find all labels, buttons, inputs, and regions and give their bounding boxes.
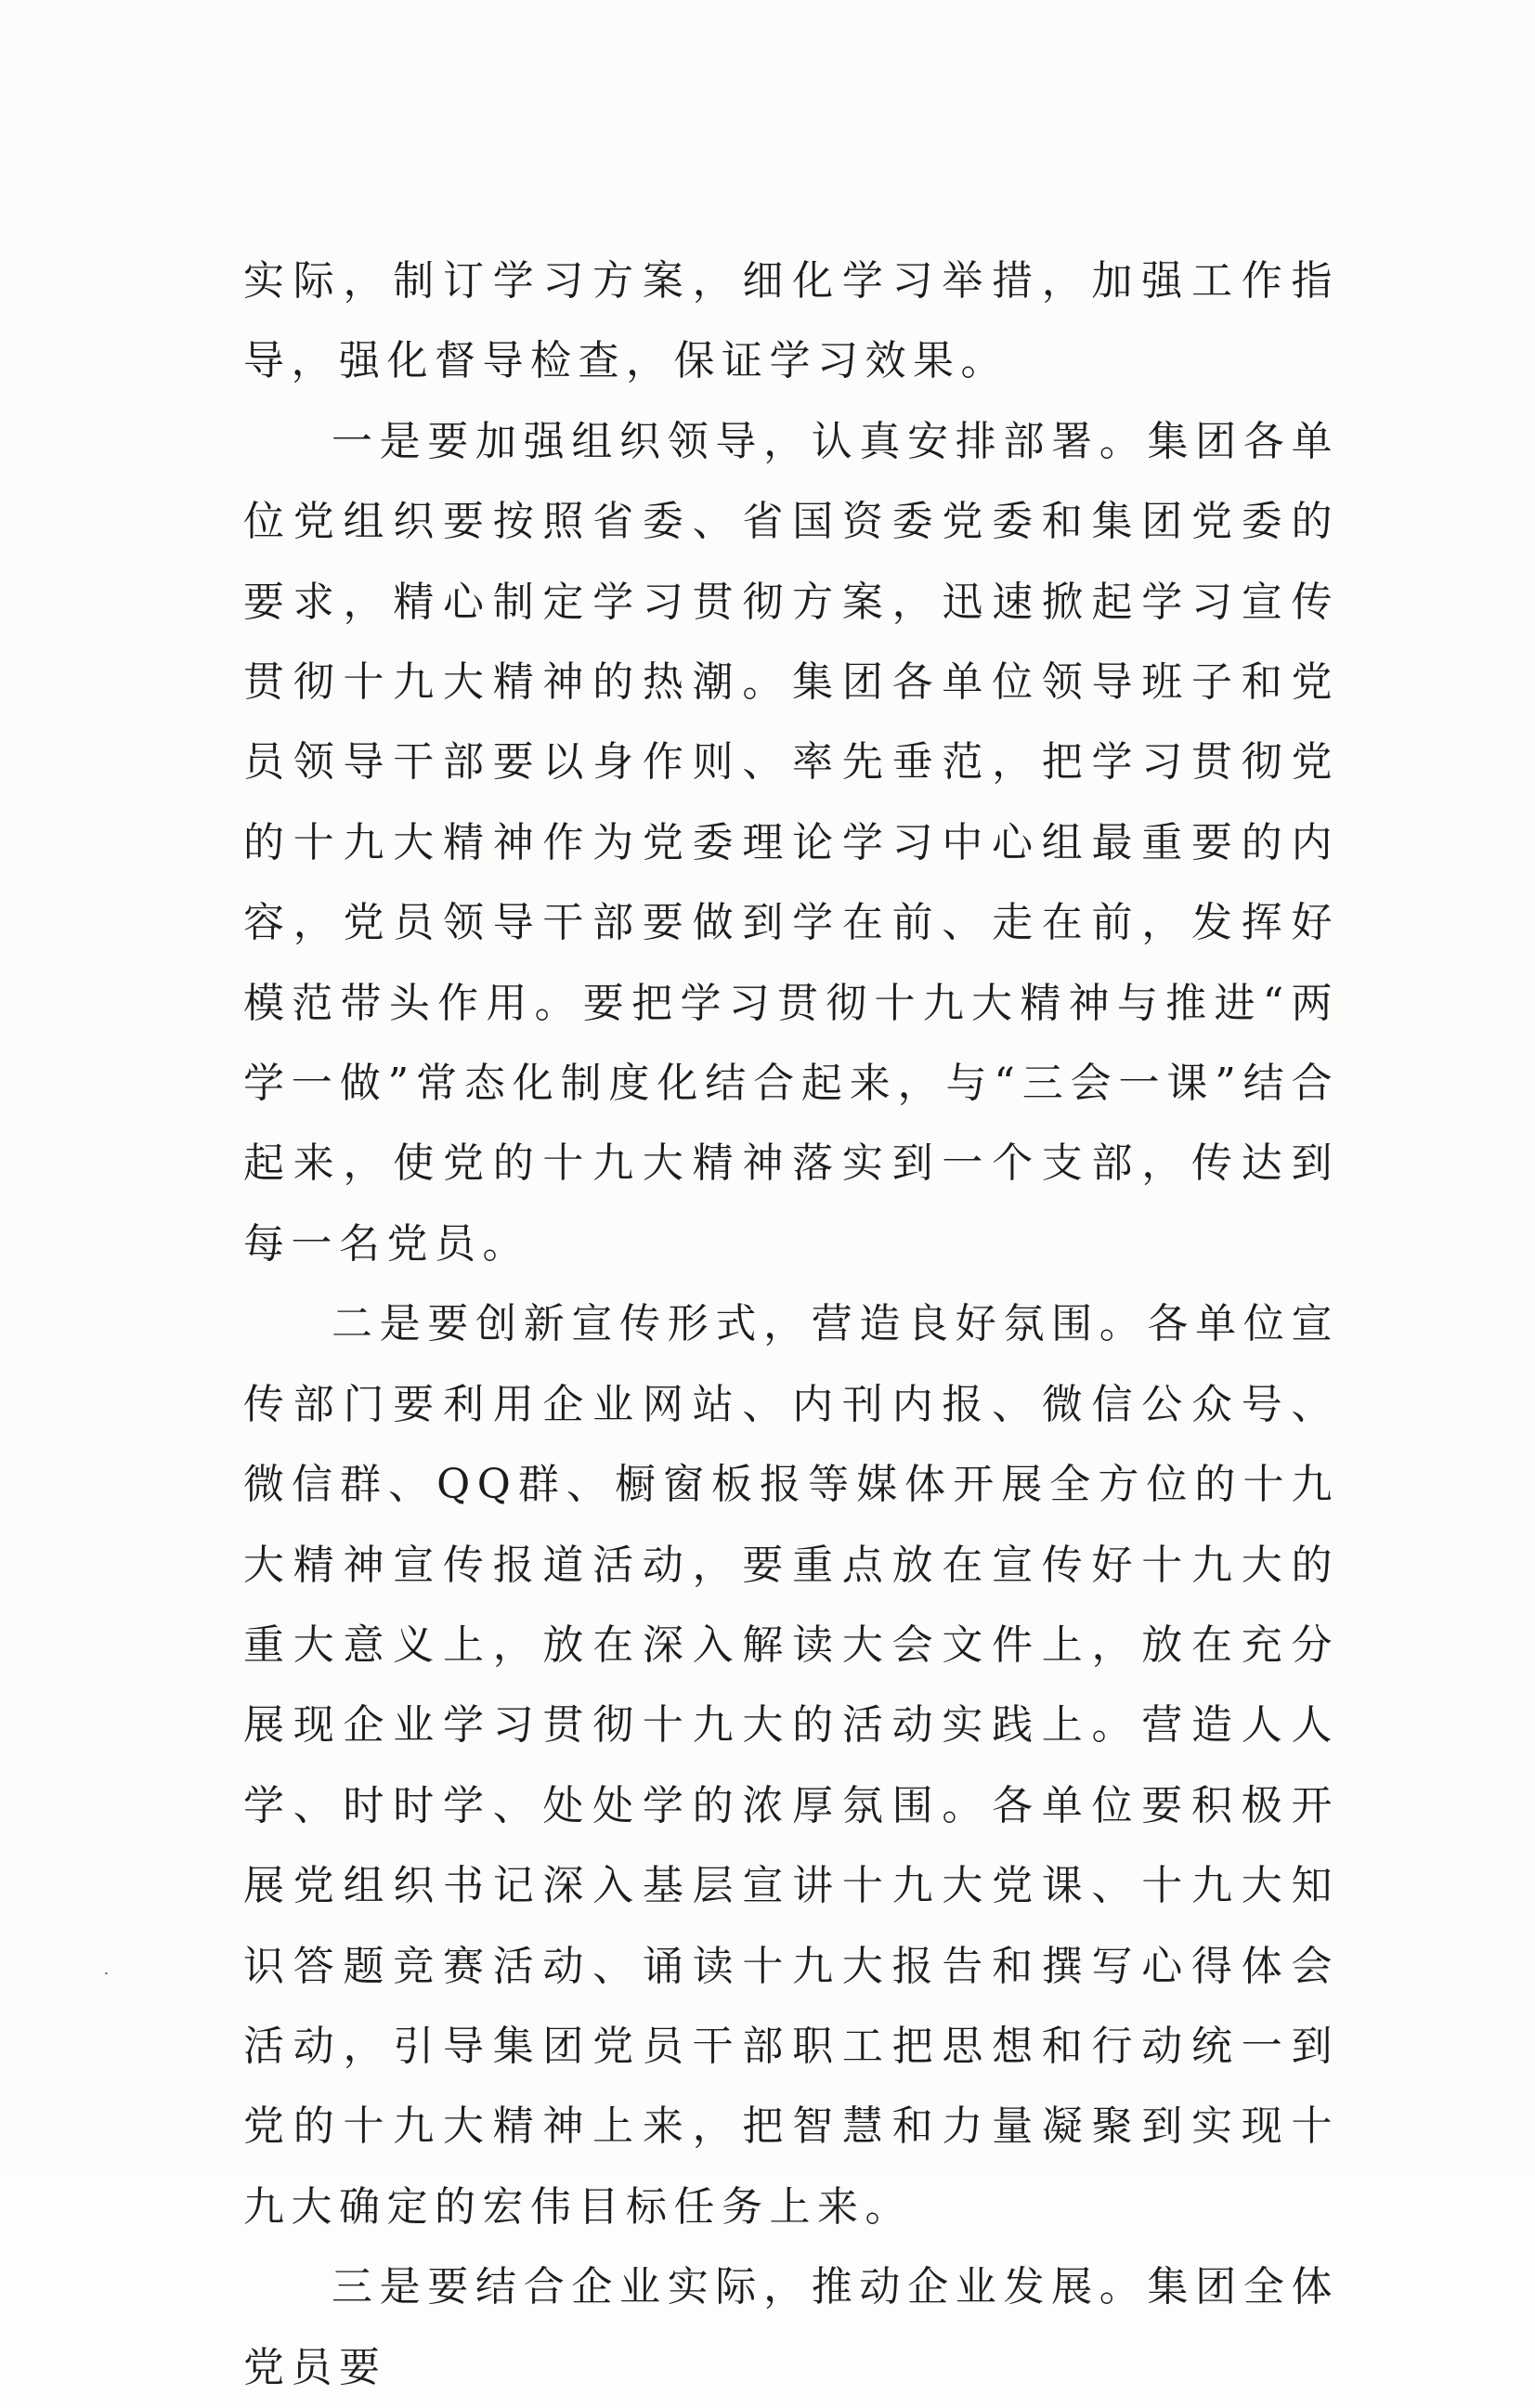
paragraph-1: 实际，制订学习方案，细化学习举措，加强工作指导，强化督导检查，保证学习效果。	[243, 257, 1339, 385]
document-body	[243, 241, 1339, 2408]
scan-speck	[105, 1972, 108, 1974]
paragraph-3: 二是要创新宣传形式，营造良好氛围。各单位宣传部门要利用企业网站、内刊内报、微信公众号、微信群、QQ群、橱窗板报等媒体开展全方位的十九大精神宣传报道活动，要重点放在宣传好十九大的重大意义上，放在深入解读大会文件上，放在充分展现企业学习贯彻十九大的活动实践上。营造人人学、时时学、处处学的浓厚氛围。各单位要积极开展党组织书记深入基层宣讲十九大党课、十九大知识答题竞赛活动、诵读十九大报告和撰写心得体会活动，引导集团党员干部职工把思想和行动统一到党的十九大精神上来，把智慧和力量凝聚到实现十九大确定的宏伟目标任务上来。	[243, 1300, 1339, 2231]
paragraph-2: 一是要加强组织领导，认真安排部署。集团各单位党组织要按照省委、省国资委党委和集团党委的要求，精心制定学习贯彻方案，迅速掀起学习宣传贯彻十九大精神的热潮。集团各单位领导班子和党员领导干部要以身作则、率先垂范，把学习贯彻党的十九大精神作为党委理论学习中心组最重要的内容，党员领导干部要做到学在前、走在前，发挥好模范带头作用。要把学习贯彻十九大精神与推进“两学一做”常态化制度化结合起来，与“三会一课”结合起来，使党的十九大精神落实到一个支部，传达到每一名党员。	[243, 417, 1339, 1268]
paragraph-4: 三是要结合企业实际，推动企业发展。集团全体党员要	[243, 2263, 1339, 2391]
